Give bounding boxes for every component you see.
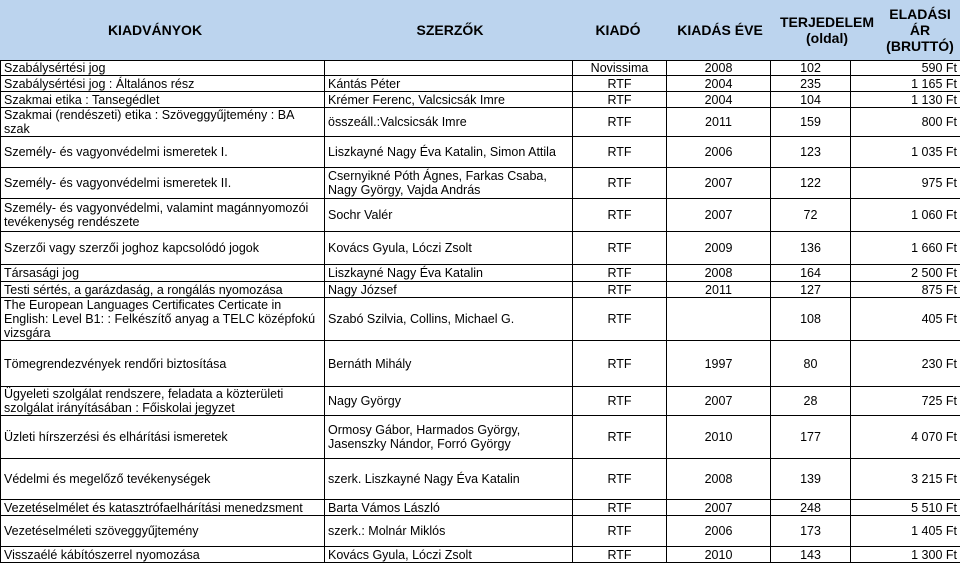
pages-cell: 164 <box>771 265 851 282</box>
publication-title: The European Languages Certificates Certicate in English: Level B1: : Felkészítő anyag a TELC középfokú vizsgára <box>1 298 325 341</box>
publication-title: Szakmai (rendészeti) etika : Szöveggyűjtemény : BA szak <box>1 108 325 137</box>
price-cell: 1 165 Ft <box>851 76 960 92</box>
table-row <box>1 500 960 516</box>
table-row <box>1 341 960 387</box>
pages-cell: 235 <box>771 76 851 92</box>
publication-title: Üzleti hírszerzési és elhárítási ismeretek <box>1 416 325 459</box>
table-row <box>1 108 960 137</box>
year-cell: 2008 <box>667 459 771 500</box>
price-cell: 1 035 Ft <box>851 137 960 168</box>
author-cell: Bernáth Mihály <box>325 341 573 387</box>
publication-title: Vezetéselméleti szöveggyűjtemény <box>1 516 325 547</box>
publication-title: Ügyeleti szolgálat rendszere, feladata a közterületi szolgálat irányításában : Főiskolai jegyzet <box>1 387 325 416</box>
pages-cell: 177 <box>771 416 851 459</box>
year-cell: 2007 <box>667 168 771 199</box>
pages-cell: 139 <box>771 459 851 500</box>
author-cell: összeáll.:Valcsicsák Imre <box>325 108 573 137</box>
price-cell: 1 300 Ft <box>851 547 960 563</box>
pages-cell: 136 <box>771 232 851 265</box>
publisher-cell: Novissima <box>573 61 667 76</box>
publisher-cell: RTF <box>573 232 667 265</box>
year-cell: 2010 <box>667 416 771 459</box>
year-cell: 2011 <box>667 282 771 298</box>
author-cell: Nagy József <box>325 282 573 298</box>
pages-cell: 159 <box>771 108 851 137</box>
pages-cell: 123 <box>771 137 851 168</box>
year-cell: 2006 <box>667 516 771 547</box>
header-publisher: KIADÓ <box>578 0 658 60</box>
year-cell: 1997 <box>667 341 771 387</box>
year-cell <box>667 298 771 341</box>
publications-table <box>0 60 960 563</box>
publisher-cell: RTF <box>573 282 667 298</box>
table-row <box>1 547 960 563</box>
table-row <box>1 61 960 76</box>
publisher-cell: RTF <box>573 547 667 563</box>
publication-title: Szerzői vagy szerzői joghoz kapcsolódó jogok <box>1 232 325 265</box>
pages-cell: 28 <box>771 387 851 416</box>
price-cell: 1 130 Ft <box>851 92 960 108</box>
year-cell: 2004 <box>667 92 771 108</box>
publisher-cell: RTF <box>573 500 667 516</box>
year-cell: 2004 <box>667 76 771 92</box>
price-cell: 5 510 Ft <box>851 500 960 516</box>
pages-cell: 127 <box>771 282 851 298</box>
price-cell: 3 215 Ft <box>851 459 960 500</box>
publisher-cell: RTF <box>573 459 667 500</box>
price-cell: 405 Ft <box>851 298 960 341</box>
year-cell: 2010 <box>667 547 771 563</box>
price-cell: 230 Ft <box>851 341 960 387</box>
author-cell: Kovács Gyula, Lóczi Zsolt <box>325 547 573 563</box>
author-cell: Barta Vámos László <box>325 500 573 516</box>
author-cell: szerk.: Molnár Miklós <box>325 516 573 547</box>
publisher-cell: RTF <box>573 199 667 232</box>
publication-title: Vezetéselmélet és katasztrófaelhárítási menedzsment <box>1 500 325 516</box>
author-cell: Liszkayné Nagy Éva Katalin <box>325 265 573 282</box>
price-cell: 1 660 Ft <box>851 232 960 265</box>
table-row <box>1 416 960 459</box>
pages-cell: 108 <box>771 298 851 341</box>
publication-title: Szabálysértési jog <box>1 61 325 76</box>
table-row <box>1 459 960 500</box>
author-cell: Szabó Szilvia, Collins, Michael G. <box>325 298 573 341</box>
pages-cell: 80 <box>771 341 851 387</box>
table-row <box>1 265 960 282</box>
header-year: KIADÁS ÉVE <box>660 0 780 60</box>
year-cell: 2006 <box>667 137 771 168</box>
price-cell: 975 Ft <box>851 168 960 199</box>
pages-cell: 173 <box>771 516 851 547</box>
publisher-cell: RTF <box>573 92 667 108</box>
table-row <box>1 199 960 232</box>
publication-title: Szabálysértési jog : Általános rész <box>1 76 325 92</box>
author-cell: Liszkayné Nagy Éva Katalin, Simon Attila <box>325 137 573 168</box>
table-row <box>1 92 960 108</box>
publisher-cell: RTF <box>573 265 667 282</box>
price-cell: 2 500 Ft <box>851 265 960 282</box>
price-cell: 875 Ft <box>851 282 960 298</box>
table-row <box>1 282 960 298</box>
price-cell: 800 Ft <box>851 108 960 137</box>
publisher-cell: RTF <box>573 76 667 92</box>
author-cell: Kovács Gyula, Lóczi Zsolt <box>325 232 573 265</box>
header-publications: KIADVÁNYOK <box>60 0 250 60</box>
table-row <box>1 168 960 199</box>
year-cell: 2007 <box>667 387 771 416</box>
year-cell: 2007 <box>667 199 771 232</box>
table-row <box>1 387 960 416</box>
author-cell: szerk. Liszkayné Nagy Éva Katalin <box>325 459 573 500</box>
author-cell: Sochr Valér <box>325 199 573 232</box>
publisher-cell: RTF <box>573 298 667 341</box>
publisher-cell: RTF <box>573 387 667 416</box>
year-cell: 2008 <box>667 61 771 76</box>
year-cell: 2008 <box>667 265 771 282</box>
publication-title: Szakmai etika : Tansegédlet <box>1 92 325 108</box>
publication-title: Személy- és vagyonvédelmi ismeretek II. <box>1 168 325 199</box>
table-row <box>1 516 960 547</box>
publisher-cell: RTF <box>573 168 667 199</box>
author-cell: Nagy György <box>325 387 573 416</box>
pages-cell: 122 <box>771 168 851 199</box>
pages-cell: 248 <box>771 500 851 516</box>
year-cell: 2011 <box>667 108 771 137</box>
publication-title: Védelmi és megelőző tevékenységek <box>1 459 325 500</box>
table-row <box>1 137 960 168</box>
author-cell <box>325 61 573 76</box>
header-pages: TERJEDELEM (oldal) <box>768 0 886 60</box>
year-cell: 2009 <box>667 232 771 265</box>
pages-cell: 102 <box>771 61 851 76</box>
price-cell: 725 Ft <box>851 387 960 416</box>
publisher-cell: RTF <box>573 108 667 137</box>
publication-title: Testi sértés, a garázdaság, a rongálás nyomozása <box>1 282 325 298</box>
author-cell: Ormosy Gábor, Harmados György, Jasenszky Nándor, Forró György <box>325 416 573 459</box>
pages-cell: 143 <box>771 547 851 563</box>
publication-title: Személy- és vagyonvédelmi ismeretek I. <box>1 137 325 168</box>
header-price: ELADÁSI ÁR (BRUTTÓ) <box>880 0 960 60</box>
table-row <box>1 298 960 341</box>
price-cell: 590 Ft <box>851 61 960 76</box>
publication-title: Személy- és vagyonvédelmi, valamint magánnyomozói tevékenység rendészete <box>1 199 325 232</box>
publication-title: Tömegrendezvények rendőri biztosítása <box>1 341 325 387</box>
publisher-cell: RTF <box>573 137 667 168</box>
year-cell: 2007 <box>667 500 771 516</box>
price-cell: 1 060 Ft <box>851 199 960 232</box>
publication-title: Társasági jog <box>1 265 325 282</box>
header-authors: SZERZŐK <box>380 0 520 60</box>
publisher-cell: RTF <box>573 416 667 459</box>
author-cell: Krémer Ferenc, Valcsicsák Imre <box>325 92 573 108</box>
pages-cell: 72 <box>771 199 851 232</box>
table-header <box>0 0 960 60</box>
price-cell: 4 070 Ft <box>851 416 960 459</box>
author-cell: Csernyikné Póth Ágnes, Farkas Csaba, Nagy György, Vajda András <box>325 168 573 199</box>
table-row <box>1 232 960 265</box>
publisher-cell: RTF <box>573 341 667 387</box>
pages-cell: 104 <box>771 92 851 108</box>
publisher-cell: RTF <box>573 516 667 547</box>
price-cell: 1 405 Ft <box>851 516 960 547</box>
table-row <box>1 76 960 92</box>
publication-title: Visszaélé kábítószerrel nyomozása <box>1 547 325 563</box>
author-cell: Kántás Péter <box>325 76 573 92</box>
